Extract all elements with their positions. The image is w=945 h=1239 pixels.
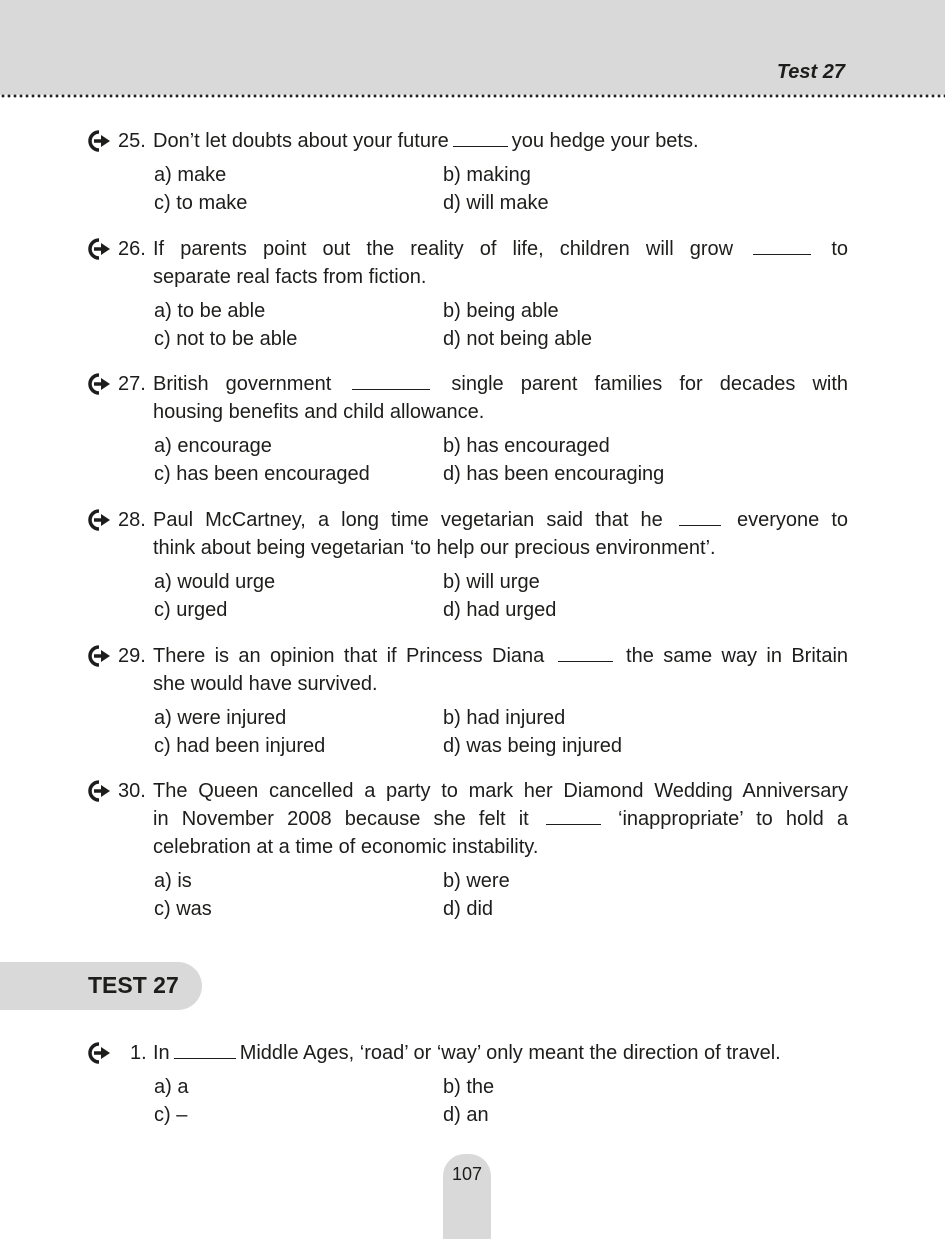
- answer-blank: [546, 806, 601, 825]
- option-a: a) would urge: [154, 571, 276, 593]
- option-a: a) encourage: [154, 435, 272, 457]
- answer-blank: [453, 128, 508, 147]
- option-d: d) an: [443, 1104, 489, 1126]
- question-30: [88, 777, 848, 923]
- option-a: a) to be able: [154, 300, 266, 322]
- arrow-bullet-icon: [88, 1042, 112, 1064]
- question-number: 26.: [118, 238, 146, 260]
- option-b: b) has encouraged: [443, 435, 610, 457]
- test-question-1: [88, 1039, 848, 1129]
- question-text: Don’t let doubts about your future you hedge your bets.: [153, 130, 699, 152]
- option-d: d) had urged: [443, 599, 557, 621]
- option-b: b) making: [443, 164, 531, 186]
- options: [154, 297, 848, 353]
- page-number-tab: [443, 1154, 491, 1239]
- question-text-line-1: British government single parent families for decades with: [153, 373, 849, 395]
- options: [154, 704, 848, 760]
- question-text-line-2: housing benefits and child allowance.: [153, 401, 485, 423]
- header-title: Test 27: [776, 61, 845, 83]
- answer-blank: [753, 236, 811, 255]
- question-text-line-1: The Queen cancelled a party to mark her Diamond Wedding Anniversary: [153, 780, 848, 802]
- option-a: a) make: [154, 164, 227, 186]
- answer-blank: [679, 507, 721, 526]
- question-text-line-2: think about being vegetarian ‘to help our precious environment’.: [153, 537, 716, 559]
- option-d: d) was being injured: [443, 735, 622, 757]
- section-title: TEST 27: [88, 972, 179, 998]
- options: [154, 1073, 848, 1129]
- question-text: In Middle Ages, ‘road’ or ‘way’ only meant the direction of travel.: [153, 1042, 781, 1064]
- option-d: d) did: [443, 898, 494, 920]
- question-27: [88, 370, 848, 488]
- option-a: a) a: [154, 1076, 189, 1098]
- option-d: d) not being able: [443, 328, 593, 350]
- options: [154, 432, 848, 488]
- option-c: c) urged: [154, 599, 228, 621]
- option-b: b) the: [443, 1076, 495, 1098]
- question-number: 29.: [118, 645, 146, 667]
- question-28: [88, 506, 848, 624]
- option-b: b) were: [443, 870, 510, 892]
- arrow-bullet-icon: [88, 509, 112, 531]
- option-a: a) is: [154, 870, 192, 892]
- question-number: 27.: [118, 373, 146, 395]
- question-text-line-2: in November 2008 because she felt it ‘inappropriate’ to hold a: [153, 808, 848, 830]
- option-c: c) –: [154, 1104, 188, 1126]
- options: [154, 568, 848, 624]
- arrow-bullet-icon: [88, 130, 112, 152]
- arrow-bullet-icon: [88, 780, 112, 802]
- answer-blank: [352, 371, 430, 390]
- question-25: [88, 127, 848, 217]
- option-c: c) was: [154, 898, 212, 920]
- option-c: c) has been encouraged: [154, 463, 370, 485]
- question-text-line-1: Paul McCartney, a long time vegetarian said that he everyone to: [153, 509, 848, 531]
- option-c: c) had been injured: [154, 735, 326, 757]
- question-text-line-1: There is an opinion that if Princess Diana the same way in Britain: [153, 645, 849, 667]
- options: [154, 867, 848, 923]
- answer-blank: [174, 1040, 236, 1059]
- option-b: b) being able: [443, 300, 559, 322]
- question-26: [88, 235, 848, 353]
- option-b: b) will urge: [443, 571, 540, 593]
- arrow-bullet-icon: [88, 645, 112, 667]
- options: [154, 161, 848, 217]
- answer-blank: [558, 643, 613, 662]
- option-c: c) to make: [154, 192, 248, 214]
- option-b: b) had injured: [443, 707, 566, 729]
- arrow-bullet-icon: [88, 373, 112, 395]
- option-d: d) has been encouraging: [443, 463, 665, 485]
- option-d: d) will make: [443, 192, 549, 214]
- question-number: 28.: [118, 509, 146, 531]
- dotted-divider: [0, 93, 945, 99]
- question-text-line-2: she would have survived.: [153, 673, 378, 695]
- question-29: [88, 642, 848, 760]
- question-number: 30.: [118, 780, 146, 802]
- question-text-line-3: celebration at a time of economic instability.: [153, 836, 539, 858]
- option-a: a) were injured: [154, 707, 287, 729]
- question-number: 1.: [130, 1042, 147, 1064]
- section-tab: [0, 962, 202, 1010]
- option-c: c) not to be able: [154, 328, 298, 350]
- question-number: 25.: [118, 130, 146, 152]
- arrow-bullet-icon: [88, 238, 112, 260]
- page-number: 107: [451, 1164, 483, 1184]
- question-text-line-1: If parents point out the reality of life, children will grow to: [153, 238, 849, 260]
- question-text-line-2: separate real facts from fiction.: [153, 266, 427, 288]
